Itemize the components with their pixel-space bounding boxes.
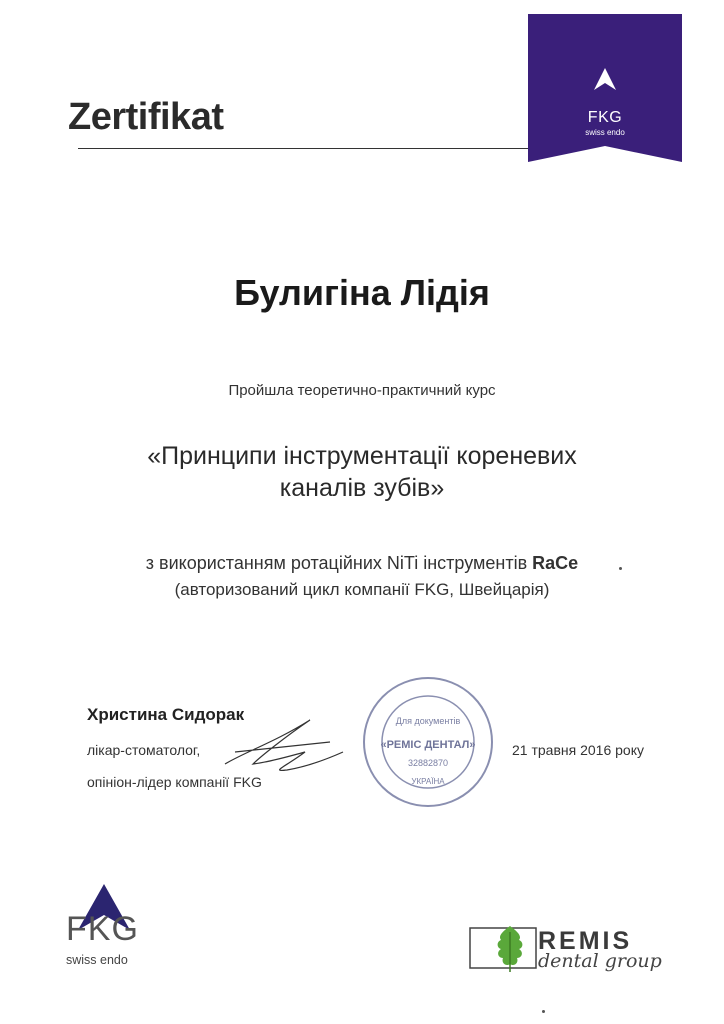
certificate-title: Zertifikat	[68, 96, 224, 138]
authorized-text: (авторизований цикл компанії FKG, Швейцарія)	[174, 580, 550, 599]
stamp-upper-text: Для документів	[395, 716, 461, 726]
banner-brand: FKG	[587, 109, 623, 126]
usage-prefix: з використанням ротаційних NiTi інструментів	[145, 553, 528, 573]
fkg-banner	[528, 14, 682, 162]
remis-name: REMIS	[538, 927, 633, 955]
course-title	[0, 440, 724, 504]
stamp-center-text: «РЕМІС ДЕНТАЛ»	[380, 739, 476, 751]
remis-oak-leaf-icon	[468, 922, 540, 974]
course-title-line1: «Принципи інструментації кореневих	[147, 442, 577, 470]
stamp-code-text: 32882870	[407, 758, 449, 768]
fkg-footer-name: FKG	[66, 910, 139, 948]
usage-text	[0, 553, 724, 574]
course-title-line2: каналів зубів»	[279, 474, 445, 502]
title-underline	[78, 148, 536, 149]
banner-subtitle: swiss endo	[585, 128, 625, 137]
completed-text: Пройшла теоретично-практичний курс	[228, 382, 496, 399]
signatory-name: Христина Сидорак	[87, 705, 245, 724]
company-stamp	[358, 672, 498, 812]
speck	[619, 567, 622, 570]
fkg-footer-subtitle: swiss endo	[66, 953, 128, 967]
banner-ribbon-shape	[528, 14, 682, 162]
stamp-country-text: УКРАЇНА	[411, 777, 445, 786]
signatory-role-line1: лікар-стоматолог,	[87, 742, 201, 758]
handwritten-signature	[215, 712, 355, 782]
remis-subtitle: dental group	[538, 950, 662, 972]
speck	[542, 1010, 545, 1013]
signatory-role-line2: опініон-лідер компанії FKG	[87, 774, 262, 790]
recipient-name: Булигіна Лідія	[234, 272, 490, 313]
usage-brand: RaCe	[532, 553, 579, 573]
certificate-date: 21 травня 2016 року	[512, 742, 644, 758]
